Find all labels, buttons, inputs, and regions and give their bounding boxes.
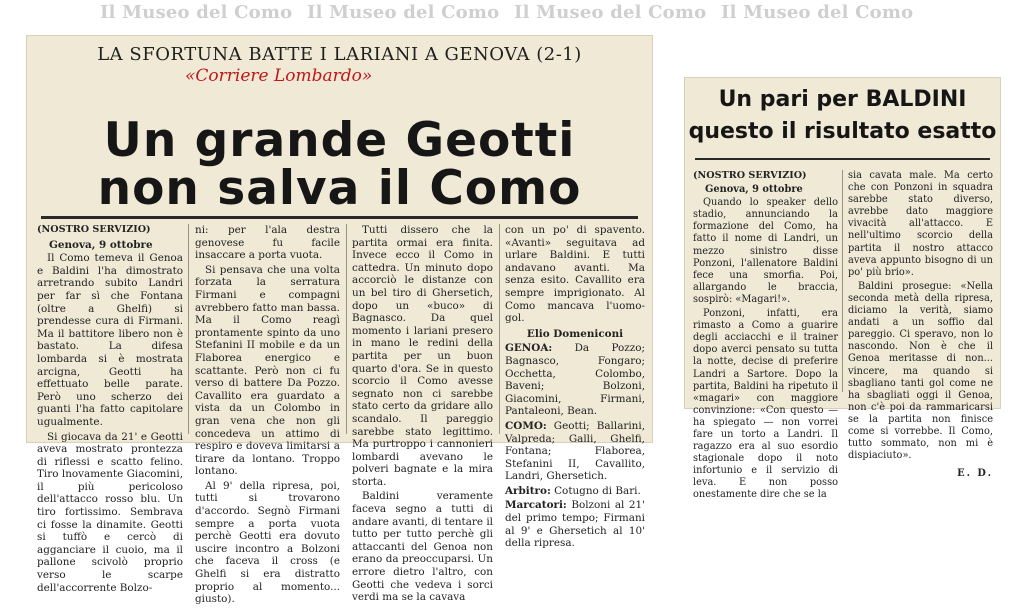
paragraph: Il Como temeva il Genoa e Baldini l'ha dimostrato arretrando subito Landri per far sì che Fontana (oltre a Ghelfi) si prendesse cura di Firmani. Ma il battitore libero non è bastato. La difesa lombarda si è mostrata arcigna, Geotti ha effettuato belle parate. Però uno scherzo dei guanti l'ha fatto capitolare ugualmente.: [37, 252, 183, 428]
headline-line-2: non salva il Como: [97, 161, 582, 216]
author-signature: E. D.: [957, 468, 993, 480]
referee-label: Arbitro:: [505, 484, 551, 497]
lineup-como: [505, 420, 645, 483]
lineup-label: GENOA:: [505, 342, 553, 355]
watermark-text: Il Museo del Como: [721, 2, 914, 23]
dateline: Genova, 9 ottobre: [49, 238, 153, 251]
referee-line: [505, 485, 645, 498]
paragraph: Al 9' della ripresa, poi, tutti si trovarono d'accordo. Segnò Firmani sempre a porta vuota perchè Geotti era dovuto uscire incontro a Bolzoni che faceva il cross (e Ghelfi si era distratto proprio al momento... giusto).: [195, 479, 340, 606]
lineup-label: COMO:: [505, 419, 547, 432]
scorers-list: Bolzoni al 21' del primo tempo; Firmani al 9' e Ghersetich al 10' della ripresa.: [505, 499, 645, 550]
column-divider: [499, 224, 500, 434]
paragraph: Tutti dissero che la partita ormai era finita. Invece ecco il Como in cattedra. Un minuto dopo accorciò le distanze con un bel tiro di Ghersetich, dopo un «buco» di Bagnasco. Da quel momento i lariani presero in mano le redini della partita per un buon quarto d'ora. Se in questo scorcio il Como avesse segnato non ci sarebbe stato certo da gridare allo scandalo. Il pareggio sarebbe stato legittimo. Ma purtroppo i cannonieri lombardi avevano le polveri bagnate e la mira storta.: [352, 224, 493, 488]
dateline: Genova, 9 ottobre: [705, 184, 803, 196]
paragraph: con un po' di spavento. «Avanti» seguitava ad urlare Baldini. E tutti andavano avanti. Ma senza esito. Cavallito era sempre imprigionato. Al Como mancava l'uomo-gol.: [505, 224, 645, 325]
watermark-strip: [0, 2, 1024, 24]
lineup-players: Da Pozzo; Bagnasco, Fongaro; Occhetta, Colombo, Baveni; Bolzoni, Giacomini, Firmani, Pantaleoni, Bean.: [505, 342, 645, 418]
column-divider: [842, 170, 843, 392]
newspaper-clipping-left: [27, 36, 652, 606]
paragraph: sia cavata male. Ma certo che con Ponzoni in squadra sarebbe stato diverso, avrebbe dato maggiore vivacità all'attacco. E nell'ultimo scorcio della partita il nostro attacco aveva appunto bisogno di un po' più brio».: [848, 170, 993, 278]
paragraph: Quando lo speaker dello stadio, annunciando la formazione del Como, ha fatto il nome di Landri, un mezzo sinistro disse Ponzoni, l'allenatore Baldini fece una smorfia. Poi, allargando le braccia, sospirò: «Magari!».: [693, 197, 838, 305]
author-name: Elio Domeniconi: [526, 327, 624, 340]
headline-rule: [41, 216, 638, 219]
lineup-genoa: [505, 342, 645, 418]
watermark-text: Il Museo del Como: [100, 2, 293, 23]
paragraph: Ponzoni, infatti, era rimasto a Como a guarire degli acciacchi e il trainer dopo averci pensato su tutta la notte, decise di preferire Landri a Sartore. Dopo la partita, Baldini ha ripetuto il «magari» con maggiore convinzione: «Con questo — ha spiegato — non vorrei fare un torto a Landri. Il ragazzo era al suo esordio stagionale dopo il noto infortunio e il servizio di leva. E non posso onestamente dire che se la: [693, 308, 838, 501]
headline-line-1: Un pari per BALDINI: [718, 87, 967, 112]
headline-rule: [695, 158, 990, 160]
referee-name: Cotugno di Bari.: [554, 484, 641, 497]
scorers-label: Marcatori:: [505, 499, 567, 512]
byline: (NOSTRO SERVIZIO): [37, 224, 151, 235]
source-handwritten-note: «Corriere Lombardo»: [185, 66, 373, 86]
paragraph: Baldini veramente faceva segno a tutti di andare avanti, di tentare il tutto per tutto perchè gli attaccanti del Genoa non erano da preoccuparsi. Un errore dietro l'altro, con Geotti che vedeva i sorci verdi ma se la cavava: [352, 490, 493, 604]
paragraph: Si giocava da 21' e Geotti aveva mostrato prontezza di riflessi e scatto felino. Tiro lnovamente Giacomini, il più pericoloso dell'attacco rosso blu. Un tiro fortissimo. Sembrava ci fosse la dinamite. Geotti si tuffò e cercò di agganciare il cuoio, ma il pallone scivolò proprio verso le scarpe dell'accorrente Bolzo-: [37, 430, 183, 594]
byline: (NOSTRO SERVIZIO): [693, 170, 807, 181]
headline-line-2: questo il risultato esatto: [688, 119, 997, 144]
column-divider: [346, 224, 347, 434]
lineup-players: Geotti; Ballarini, Valpreda; Galli, Ghelfi, Fontana; Flaborea, Stefanini II, Cavallito, Landri, Ghersetich.: [505, 419, 645, 483]
scorers-line: [505, 499, 645, 549]
article-column-1: [693, 170, 838, 504]
newspaper-clipping-right: [685, 78, 1000, 501]
article-column-4: [505, 224, 645, 552]
paragraph: Si pensava che una volta forzata la serratura Firmani e compagni avrebbero fatto man bassa. Ma il Como reagì prontamente spinto da uno Stefanini II mobile e da un Flaborea energico e scattante. Però non ci fu verso di battere Da Pozzo. Cavallito era guardato a vista da un Colombo in gran vena che non gli concedeva un attimo di respiro e doveva limitarsi a tirare da lontano. Troppo lontano.: [195, 263, 340, 478]
paragraph: Baldini prosegue: «Nella seconda metà della ripresa, diciamo la verità, siamo andati a un soffio dal pareggio. Ci speravo, non lo nascondo. Non è che il Genoa meritasse di non... vincere, ma quando si sbagliano tanti gol come ne ha sbagliati oggi il Genoa, non c'è poi da rammaricarsi se la partita non finisce come si vorrebbe. Il Como, tutto sommato, non mi è dispiaciuto».: [848, 280, 993, 462]
article-kicker: LA SFORTUNA BATTE I LARIANI A GENOVA (2-1): [97, 44, 582, 65]
article-column-1: [37, 224, 183, 596]
watermark-text: Il Museo del Como: [514, 2, 707, 23]
headline-line-1: Un grande Geotti: [103, 113, 576, 168]
watermark-text: Il Museo del Como: [307, 2, 500, 23]
paragraph: ni: per l'ala destra genovese fu facile insaccare a porta vuota.: [195, 224, 340, 262]
column-divider: [188, 224, 189, 434]
article-column-3: [352, 224, 493, 606]
article-column-2: [848, 170, 993, 480]
article-column-2: [195, 224, 340, 608]
